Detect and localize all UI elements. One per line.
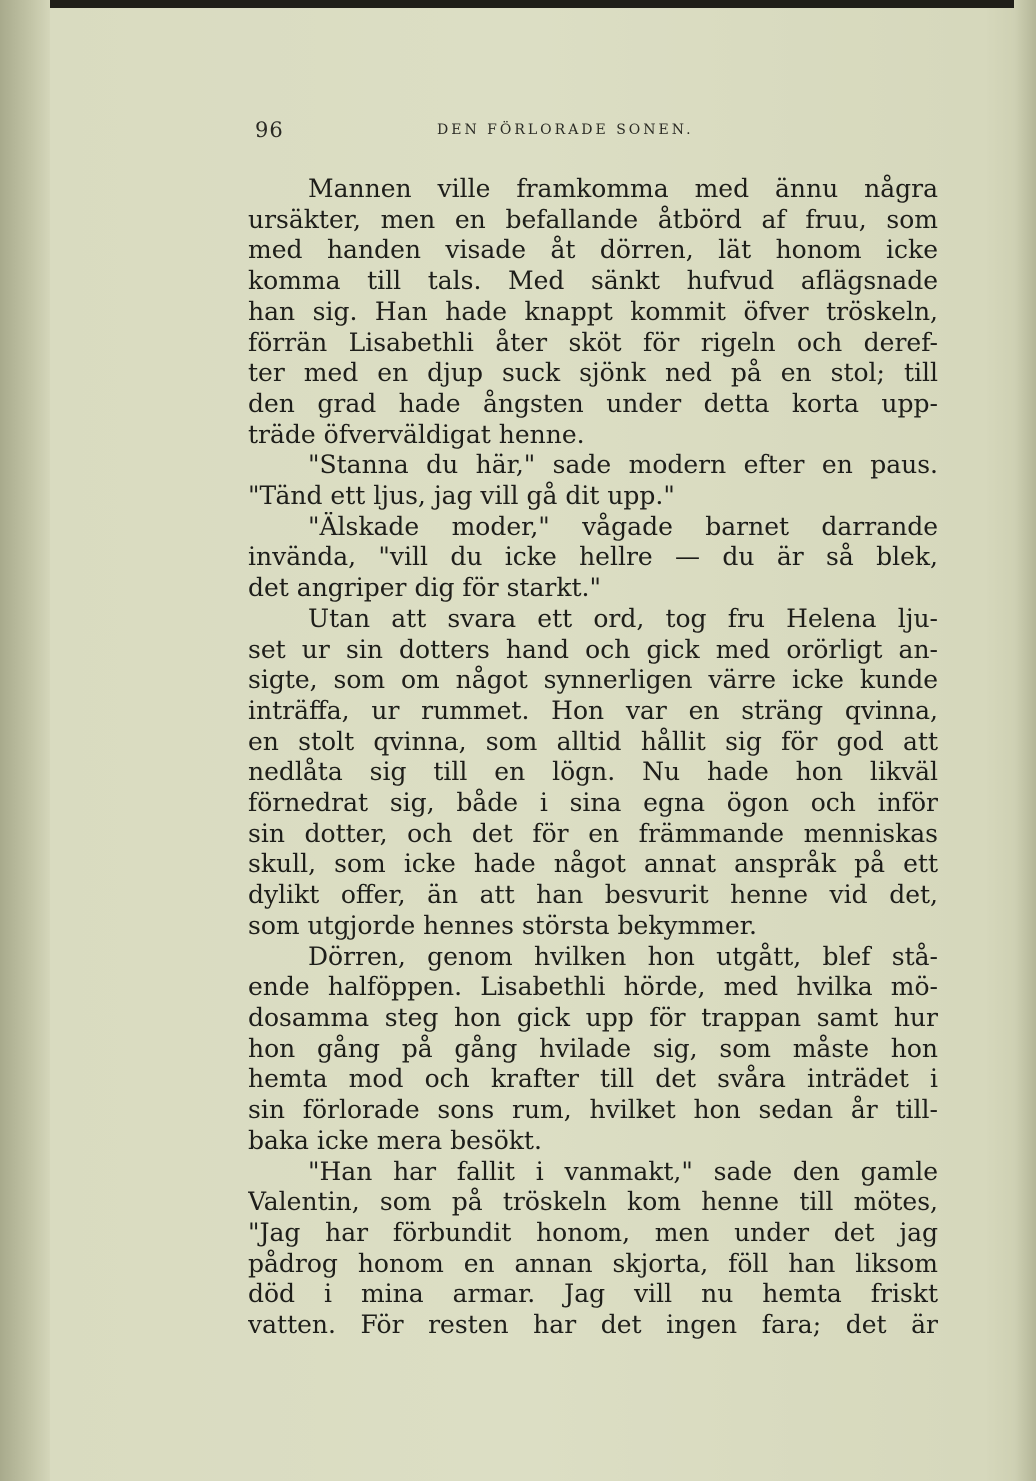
page-top-edge xyxy=(0,0,1036,8)
text-line: "Han har fallit i vanmakt," sade den gamle xyxy=(308,1156,938,1186)
text-line: "Jag har förbundit honom, men under det jag xyxy=(248,1217,938,1247)
text-line: hon gång på gång hvilade sig, som måste hon xyxy=(248,1033,938,1063)
text-line: som utgjorde hennes största bekymmer. xyxy=(248,910,757,940)
text-line: en stolt qvinna, som alltid hållit sig för god att xyxy=(248,726,938,756)
text-line: den grad hade ångsten under detta korta upp- xyxy=(248,388,938,418)
text-line: baka icke mera besökt. xyxy=(248,1125,542,1155)
text-line: han sig. Han hade knappt kommit öfver tröskeln, xyxy=(248,296,938,326)
text-line: Valentin, som på tröskeln kom henne till mötes, xyxy=(248,1187,938,1217)
text-line: det angriper dig för starkt." xyxy=(248,573,601,603)
text-line: vatten. För resten har det ingen fara; det är xyxy=(248,1310,938,1340)
text-line: ursäkter, men en befallande åtbörd af fruu, som xyxy=(248,204,938,234)
text-line: skull, som icke hade något annat anspråk på ett xyxy=(248,849,938,879)
text-line: död i mina armar. Jag vill nu hemta friskt xyxy=(248,1279,938,1309)
text-line: hemta mod och krafter till det svåra inträdet i xyxy=(248,1064,938,1094)
text-line: nedlåta sig till en lögn. Nu hade hon likväl xyxy=(248,757,938,787)
text-line: dosamma steg hon gick upp för trappan samt hur xyxy=(248,1002,938,1032)
text-line: "Älskade moder," vågade barnet darrande xyxy=(308,511,938,541)
text-line: dylikt offer, än att han besvurit henne vid det, xyxy=(248,880,938,910)
page-gutter xyxy=(0,0,50,1481)
text-line: set ur sin dotters hand och gick med orörligt an- xyxy=(248,634,938,664)
text-line: "Stanna du här," sade modern efter en paus. xyxy=(308,450,938,480)
text-line: sin förlorade sons rum, hvilket hon sedan år till- xyxy=(248,1095,938,1125)
text-line: med handen visade åt dörren, lät honom icke xyxy=(248,235,938,265)
body-text xyxy=(248,174,938,1341)
text-line: Utan att svara ett ord, tog fru Helena lju- xyxy=(308,603,938,633)
text-line: ter med en djup suck sjönk ned på en stol; till xyxy=(248,358,938,388)
text-line: invända, "vill du icke hellre — du är så blek, xyxy=(248,542,938,572)
running-title: DEN FÖRLORADE SONEN. xyxy=(437,122,694,138)
text-line: pådrog honom en annan skjorta, föll han liksom xyxy=(248,1248,938,1278)
text-line: "Tänd ett ljus, jag vill gå dit upp." xyxy=(248,481,675,511)
page-number: 96 xyxy=(255,118,284,142)
text-line: inträffa, ur rummet. Hon var en sträng qvinna, xyxy=(248,695,938,725)
page-right-edge xyxy=(1014,0,1036,1481)
text-line: förrän Lisabethli åter sköt för rigeln och deref- xyxy=(248,327,938,357)
text-line: ende halföppen. Lisabethli hörde, med hvilka mö- xyxy=(248,972,938,1002)
text-line: sin dotter, och det för en främmande menniskas xyxy=(248,818,938,848)
text-line: Mannen ville framkomma med ännu några xyxy=(308,174,938,203)
text-line: komma till tals. Med sänkt hufvud aflägsnade xyxy=(248,266,938,296)
text-line: sigte, som om något synnerligen värre icke kunde xyxy=(248,665,938,695)
text-line: förnedrat sig, både i sina egna ögon och inför xyxy=(248,788,938,818)
text-line: Dörren, genom hvilken hon utgått, blef stå- xyxy=(308,941,938,971)
text-line: träde öfverväldigat henne. xyxy=(248,419,585,449)
